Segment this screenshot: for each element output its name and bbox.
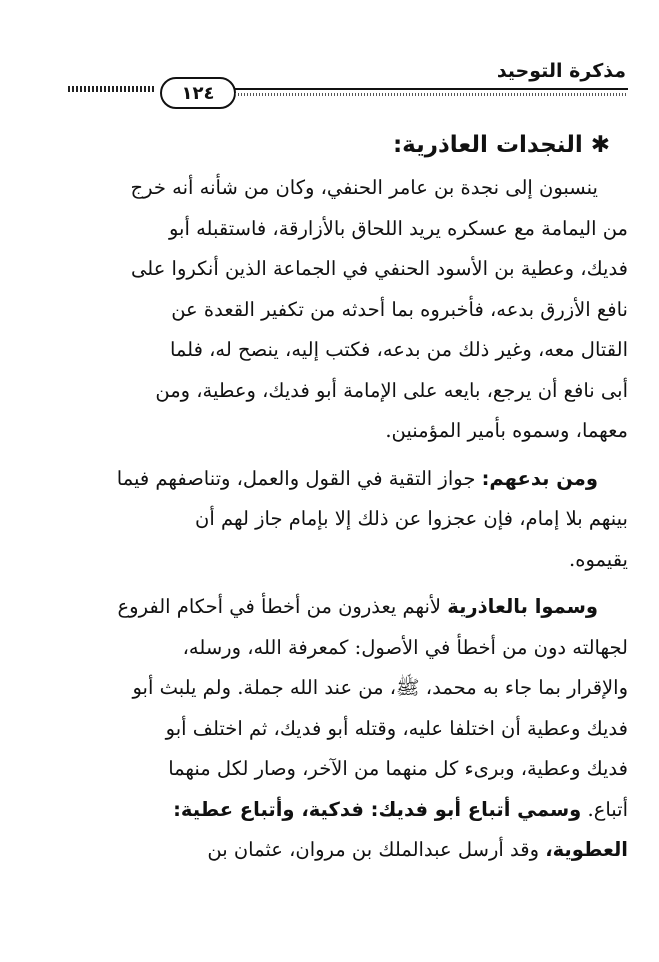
paragraph-gap — [30, 452, 628, 459]
text-line — [30, 459, 628, 500]
text-line — [30, 749, 628, 790]
bold-term: وسمي أتباع أبو فديك: فدكية، وأتباع عطية: — [173, 797, 582, 821]
paragraph — [30, 459, 628, 581]
section-heading-text: النجدات العاذرية: — [392, 132, 583, 158]
line-text: فديك وعطية أن اختلفا عليه، وقتله أبو فديك، ثم اختلف أبو — [165, 716, 628, 740]
header-rule — [235, 88, 628, 96]
line-text: أتباع. — [581, 797, 628, 821]
line-text: لجهالته دون من أخطأ في الأصول: كمعرفة الله، ورسله، — [182, 635, 628, 659]
header-rule-left — [68, 86, 154, 92]
line-text: بينهم بلا إمام، فإن عجزوا عن ذلك إلا بإمام جاز لهم أن — [195, 507, 628, 530]
paragraph — [30, 587, 628, 871]
bold-term: العطوية، — [545, 838, 628, 861]
text-line — [30, 709, 628, 750]
bold-term: ومن بدعهم: — [481, 466, 598, 490]
line-text: فديك، وعطية بن الأسود الحنفي في الجماعة الذين أنكروا على — [131, 257, 628, 280]
text-line — [30, 411, 628, 452]
page-number: ١٢٤ — [160, 77, 236, 109]
text-line — [30, 499, 628, 540]
line-text: معهما، وسموه بأمير المؤمنين. — [385, 419, 628, 442]
text-line — [30, 249, 628, 290]
section-heading — [30, 122, 610, 168]
line-text: والإقرار بما جاء به محمد، ﷺ، من عند الله جملة. ولم يلبث أبو — [132, 676, 628, 699]
text-line — [30, 830, 628, 871]
line-text: من اليمامة مع عسكره يريد اللحاق بالأزارقة، فاستقبله أبو — [168, 216, 628, 240]
line-text: نافع الأزرق بدعه، فأخبروه بما أحدثه من تكفير القعدة عن — [171, 297, 628, 321]
line-text: ينسبون إلى نجدة بن عامر الحنفي، وكان من شأنه أنه خرج — [130, 176, 598, 199]
text-line — [30, 790, 628, 831]
paragraphs — [30, 168, 628, 871]
text-line — [30, 371, 628, 412]
bold-term: وسموا بالعاذرية — [447, 595, 598, 618]
text-line — [30, 587, 628, 628]
text-line — [30, 330, 628, 371]
book-title: مذكرة التوحيد — [496, 60, 626, 82]
text-line — [30, 628, 628, 669]
line-text: وقد أرسل عبدالملك بن مروان، عثمان بن — [207, 838, 546, 861]
page-header — [30, 58, 628, 108]
text-line — [30, 290, 628, 331]
page-content — [30, 122, 628, 871]
text-line — [30, 168, 628, 209]
text-line — [30, 540, 628, 581]
text-line — [30, 209, 628, 250]
line-text: أبى نافع أن يرجع، بايعه على الإمامة أبو فديك، وعطية، ومن — [155, 378, 628, 402]
line-text: القتال معه، وغير ذلك من بدعه، فكتب إليه، ينصح له، فلما — [169, 338, 628, 361]
paragraph-gap — [30, 580, 628, 587]
line-text: فديك وعطية، وبرىء كل منهما من الآخر، وصار لكل منهما — [168, 757, 628, 780]
line-text: جواز التقية في القول والعمل، وتناصفهم فيما — [116, 466, 482, 490]
paragraph — [30, 168, 628, 452]
line-text: يقيموه. — [569, 547, 628, 571]
text-line — [30, 668, 628, 709]
star-icon: ✱ — [590, 132, 610, 158]
line-text: لأنهم يعذرون من أخطأ في أحكام الفروع — [117, 595, 448, 618]
